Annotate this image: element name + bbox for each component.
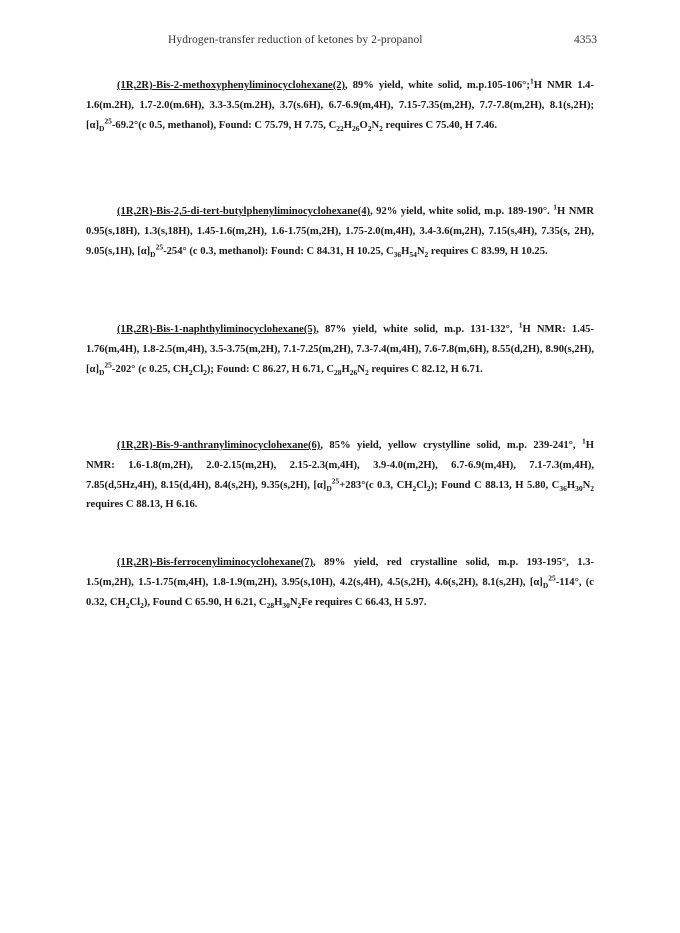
compound-entry-7: [86, 553, 594, 612]
compound-name: (1R,2R)-Bis-2-methoxyphenyliminocyclohexane(2): [117, 80, 346, 91]
entry-paragraph: (1R,2R)-Bis-1-naphthyliminocyclohexane(5), 87% yield, white solid, m.p. 131-132°, $^1$H NMR: 1.45-1.76(m,4H), 1.8-2.5(m,4H), 3.5-3.75(m,2H), 7.1-7.25(m,2H), 7.3-7.4(m,4H), 7.6-7.8(m,6H), 8.55(d,2H), 8.90(s,2H), $[\alpha]_D^{25}-202^\circ$ (c 0.25, $CH_2Cl_2$); Found: C 86.27, H 6.71, $C_{28}H_{26}N_2$ requires C 82.12, H 6.71.: [86, 320, 594, 377]
compound-name: (1R,2R)-Bis-2,5-di-tert-butylphenyliminocyclohexane(4): [117, 206, 371, 217]
compound-name: (1R,2R)-Bis-9-anthranyliminocyclohexane(6): [117, 440, 321, 451]
compound-entry-4: [86, 202, 594, 261]
running-title: Hydrogen-transfer reduction of ketones by 2-propanol: [168, 34, 423, 46]
page-header: [0, 34, 680, 50]
compound-entry-6: [86, 436, 594, 515]
page-number: 4353: [574, 34, 597, 46]
entry-paragraph: (1R,2R)-Bis-9-anthranyliminocyclohexane(6), 85% yield, yellow crystylline solid, m.p. 239-241°, $^1$H NMR: 1.6-1.8(m,2H), 2.0-2.15(m,2H), 2.15-2.3(m,4H), 3.9-4.0(m,2H), 6.7-6.9(m,4H), 7.1-7.3(m,4H), 7.85(d,5Hz,4H), 8.15(d,4H), 8.4(s,2H), 9.35(s,2H), $[\alpha]_D^{25}+283^\circ(c$ 0.3, $CH_2Cl_2$); Found C 88.13, H 5.80, $C_{36}H_{30}N_2$ requires C 88.13, H 6.16.: [86, 436, 594, 511]
compound-entry-2: [86, 76, 594, 135]
entry-paragraph: (1R,2R)-Bis-2,5-di-tert-butylphenyliminocyclohexane(4), 92% yield, white solid, m.p. 189-190°. $^1$H NMR 0.95(s,18H), 1.3(s,18H), 1.45-1.6(m,2H), 1.6-1.75(m,2H), 1.75-2.0(m,4H), 3.4-3.6(m,2H), 7.15(s,4H), 7.35(s, 2H), 9.05(s,1H), $[\alpha]_D^{25}-254^\circ$ (c 0.3, methanol): Found: C 84.31, H 10.25, $C_{36}H_{54}N_2$ requires C 83.99, H 10.25.: [86, 202, 594, 259]
entry-paragraph: (1R,2R)-Bis-ferrocenyliminocyclohexane(7), 89% yield, red crystalline solid, m.p. 193-195°, 1.3-1.5(m,2H), 1.5-1.75(m,4H), 1.8-1.9(m,2H), 3.95(s,10H), 4.2(s,4H), 4.5(s,2H), 4.6(s,2H), 8.1(s,2H), $[\alpha]_D^{25}-114^\circ$, (c 0.32, $CH_2Cl_2$), Found C 65.90, H 6.21, $C_{28}H_{30}N_2Fe$ requires C 66.43, H 5.97.: [86, 557, 594, 610]
compound-entry-5: [86, 320, 594, 379]
entry-paragraph: (1R,2R)-Bis-2-methoxyphenyliminocyclohexane(2), 89% yield, white solid, m.p.105-106°;$^1$H NMR 1.4-1.6(m.2H), 1.7-2.0(m.6H), 3.3-3.5(m.2H), 3.7(s.6H), 6.7-6.9(m,4H), 7.15-7.35(m,2H), 7.7-7.8(m,2H), 8.1(s,2H); $[\alpha]_D^{25}-69.2^\circ(c$ 0.5, methanol), Found: C 75.79, H 7.75, $C_{22}H_{26}O_2N_2$ requires C 75.40, H 7.46.: [86, 76, 595, 133]
compound-name: (1R,2R)-Bis-1-naphthyliminocyclohexane(5): [117, 324, 317, 335]
compound-name: (1R,2R)-Bis-ferrocenyliminocyclohexane(7): [117, 557, 314, 568]
